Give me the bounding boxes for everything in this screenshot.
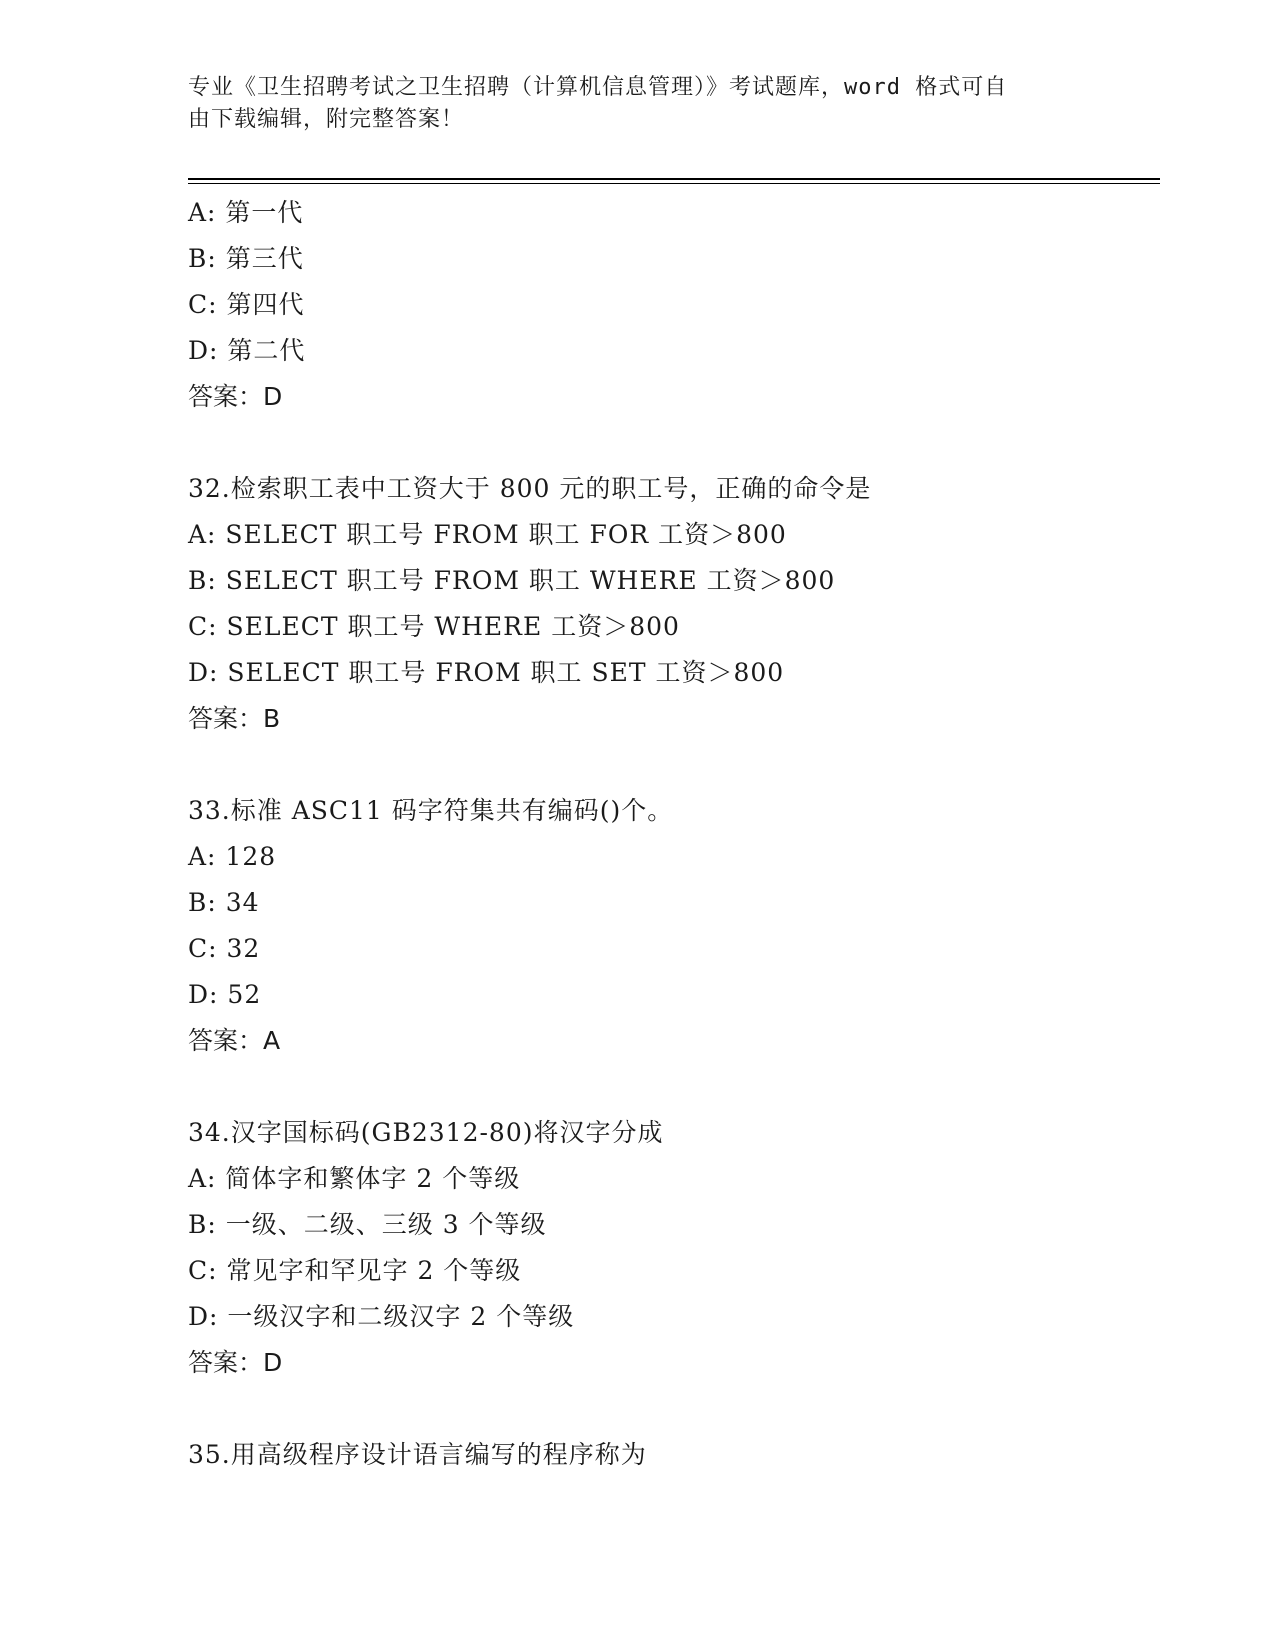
option-d: D: SELECT 职工号 FROM 职工 SET 工资＞800 [188,658,785,687]
question-34 [188,1110,1160,1386]
question-list [188,190,1160,1478]
header-divider-thick [188,178,1160,180]
question-text: 33.标准 ASC11 码字符集共有编码()个。 [188,796,674,825]
spacer [188,1064,1160,1110]
spacer [188,742,1160,788]
answer-line: 答案：A [188,1026,281,1055]
option-a: A: 第一代 [188,198,304,227]
option-b: B: SELECT 职工号 FROM 职工 WHERE 工资＞800 [188,566,836,595]
question-32 [188,466,1160,742]
option-d: D: 一级汉字和二级汉字 2 个等级 [188,1302,575,1331]
spacer [188,420,1160,466]
question-text: 35.用高级程序设计语言编写的程序称为 [188,1440,647,1469]
option-b: B: 一级、二级、三级 3 个等级 [188,1210,547,1239]
option-a: A: 简体字和繁体字 2 个等级 [188,1164,521,1193]
question-31 [188,190,1160,420]
question-text: 34.汉字国标码(GB2312-80)将汉字分成 [188,1118,664,1147]
spacer [188,1386,1160,1432]
question-text: 32.检索职工表中工资大于 800 元的职工号，正确的命令是 [188,474,872,503]
option-c: C: 常见字和罕见字 2 个等级 [188,1256,522,1285]
document-header [188,72,1078,136]
answer-line: 答案：D [188,382,283,411]
option-b: B: 第三代 [188,244,304,273]
option-d: D: 52 [188,980,262,1009]
question-33 [188,788,1160,1064]
option-c: C: SELECT 职工号 WHERE 工资＞800 [188,612,680,641]
header-divider-thin [188,183,1160,184]
option-a: A: 128 [188,842,277,871]
header-line-1: 专业《卫生招聘考试之卫生招聘（计算机信息管理）》考试题库，word 格式可自 [188,75,1008,100]
answer-line: 答案：B [188,704,281,733]
answer-line: 答案：D [188,1348,283,1377]
option-d: D: 第二代 [188,336,306,365]
option-c: C: 第四代 [188,290,305,319]
header-line-2: 由下载编辑，附完整答案！ [188,107,465,132]
question-35 [188,1432,1160,1478]
option-c: C: 32 [188,934,261,963]
option-b: B: 34 [188,888,260,917]
option-a: A: SELECT 职工号 FROM 职工 FOR 工资＞800 [188,520,787,549]
